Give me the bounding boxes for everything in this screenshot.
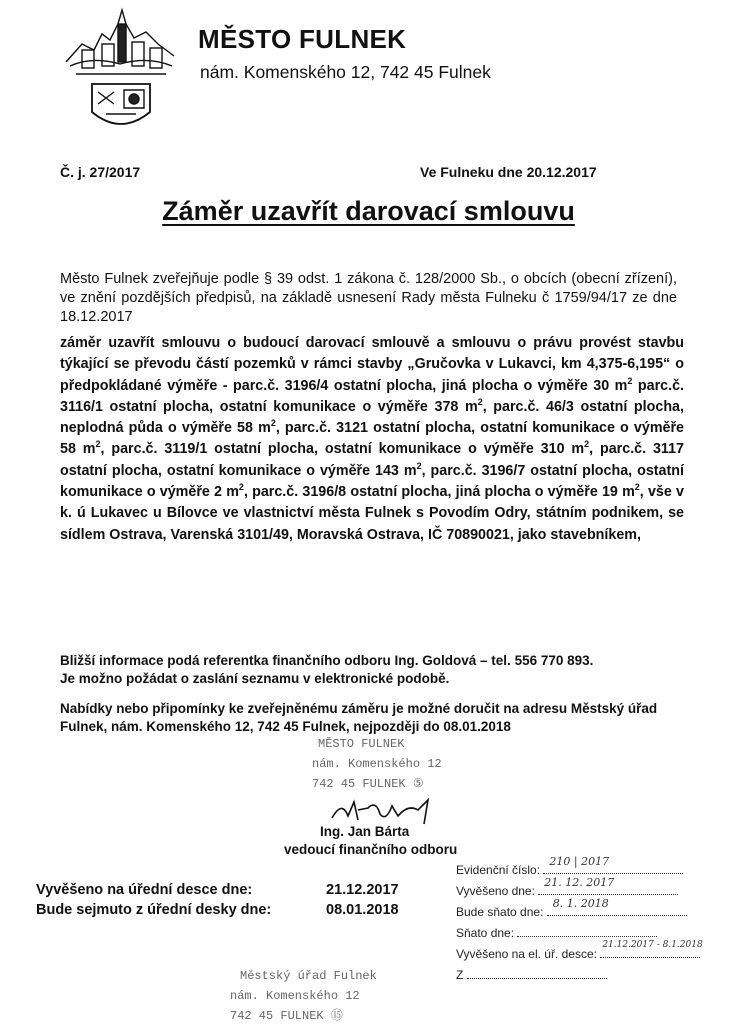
stamp-line: MĚSTO FULNEK (318, 737, 405, 751)
contact-line: Bližší informace podá referentka finančního odboru Ing. Goldová – tel. 556 770 893. (60, 653, 594, 668)
form-label: Vyvěšeno na el. úř. desce: (456, 947, 597, 961)
main-text-7: , parc.č. 3196/7 ostatní plocha, ostatní komunikace o výměře 2 m (60, 462, 684, 501)
superscript: 2 (477, 397, 483, 408)
main-paragraph (60, 333, 684, 546)
contact-info (60, 652, 690, 688)
form-label: Vyvěšeno dne: (456, 884, 535, 898)
main-text-6: , parc.č. 3117 ostatní plocha, ostatní komunikace o výměře 143 m (60, 441, 684, 479)
document-date: Ve Fulneku dne 20.12.2017 (420, 164, 597, 180)
superscript: 2 (95, 439, 101, 450)
main-text-2: parc.č. 3116/1 ostatní plocha, ostatní komunikace o výměře 378 m (60, 377, 684, 415)
document-title: Záměr uzavřít darovací smlouvu (162, 196, 575, 226)
posted-date: 21.12.2017 (326, 882, 399, 898)
superscript: 2 (270, 418, 276, 429)
stamp-line: 742 45 FULNEK ⑤ (312, 777, 424, 791)
form-line (547, 897, 687, 916)
posted-label: Vyvěšeno na úřední desce dne: (36, 882, 253, 898)
main-text-9: , vše v k. ú Lukavec u Bílovce ve vlastnictví města Fulnek s Povodím Odry, státním podnikem, se sídlem Ostrava, Varenská 3101/49, Moravská Ostrava, IČ 70890021, jako stavebníkem, (60, 484, 684, 543)
form-row-electronic (456, 940, 703, 965)
handwritten-entry: 21. 12. 2017 (544, 876, 615, 889)
form-line (467, 966, 607, 979)
main-text-4: , parc.č. 3121 ostatní plocha, ostatní komunikace o výměře 58 m (60, 420, 685, 458)
form-row-remove (456, 897, 700, 923)
stamp-line: nám. Komenského 12 (312, 757, 442, 771)
city-address: nám. Komenského 12, 742 45 Fulnek (200, 62, 491, 82)
form-row-z (456, 965, 700, 986)
town-coat-of-arms-logo (62, 4, 180, 144)
form-label: Evidenční číslo: (456, 863, 541, 877)
intro-paragraph: Město Fulnek zveřejňuje podle § 39 odst. 1 zákona č. 128/2000 Sb., o obcích (obecní zřízení), ve znění pozdějších předpisů, na základě usnesení Rady města Fulneku č 1759/94/17 ze dne 18.12.2017 (60, 271, 677, 325)
handwritten-entry: 21.12.2017 - 8.1.2018 (602, 940, 703, 950)
superscript: 2 (584, 439, 590, 450)
handwritten-entry: 8. 1. 2018 (552, 897, 609, 910)
stamp-line: Městský úřad Fulnek (240, 969, 377, 983)
city-name: MĚSTO FULNEK (198, 24, 407, 54)
main-text-1: záměr uzavřít smlouvu o budoucí darovací smlouvě a smlouvu o právu provést stavbu týkající se převodu částí pozemků v rámci stavby „Gručovka v Lukavci, km 4,375-6,195“ o předpokládané výměře - parc.č. 3196/4 ostatní plocha, jiná plocha o výměře 30 m (60, 335, 684, 394)
handwritten-entry: 210 | 2017 (549, 855, 610, 868)
removed-label: Bude sejmuto z úřední desky dne: (36, 902, 272, 918)
form-line (600, 940, 703, 958)
registry-form (456, 855, 703, 986)
main-text-3: , parc.č. 46/3 ostatní plocha, neplodná půda o výměře 58 m (60, 398, 684, 437)
signatory-name: Ing. Jan Bárta (320, 824, 410, 839)
stamp-line: 742 45 FULNEK ⑮ (230, 1009, 343, 1023)
office-stamp-bottom (230, 966, 377, 1026)
reference-number: Č. j. 27/2017 (60, 164, 141, 180)
removed-date: 08.01.2018 (326, 902, 399, 918)
office-stamp-top (312, 734, 442, 794)
form-label: Bude sňato dne: (456, 905, 544, 919)
superscript: 2 (238, 482, 244, 493)
posting-labels (36, 880, 271, 920)
electronic-request-line: Je možno požádat o zaslání seznamu v elektronické podobě. (60, 671, 450, 686)
superscript: 2 (634, 482, 640, 493)
signatory-role: vedoucí finančního odboru (284, 842, 458, 857)
main-text-8: , parc.č. 3196/8 ostatní plocha, jiná plocha o výměře 19 m (243, 484, 635, 501)
form-label: Z (456, 968, 464, 982)
main-text-5: , parc.č. 3119/1 ostatní plocha, ostatní komunikace o výměře 310 m (100, 441, 585, 458)
stamp-line: nám. Komenského 12 (230, 989, 360, 1003)
superscript: 2 (627, 375, 633, 386)
form-label: Sňato dne: (456, 926, 515, 940)
submission-info: Nabídky nebo připomínky ke zveřejněnému záměru je možné doručit na adresu Městský úřad Fulnek, nám. Komenského 12, 742 45 Fulnek, nejpozději do 08.01.2018 (60, 701, 658, 734)
posting-values (326, 880, 399, 920)
superscript: 2 (416, 461, 422, 472)
